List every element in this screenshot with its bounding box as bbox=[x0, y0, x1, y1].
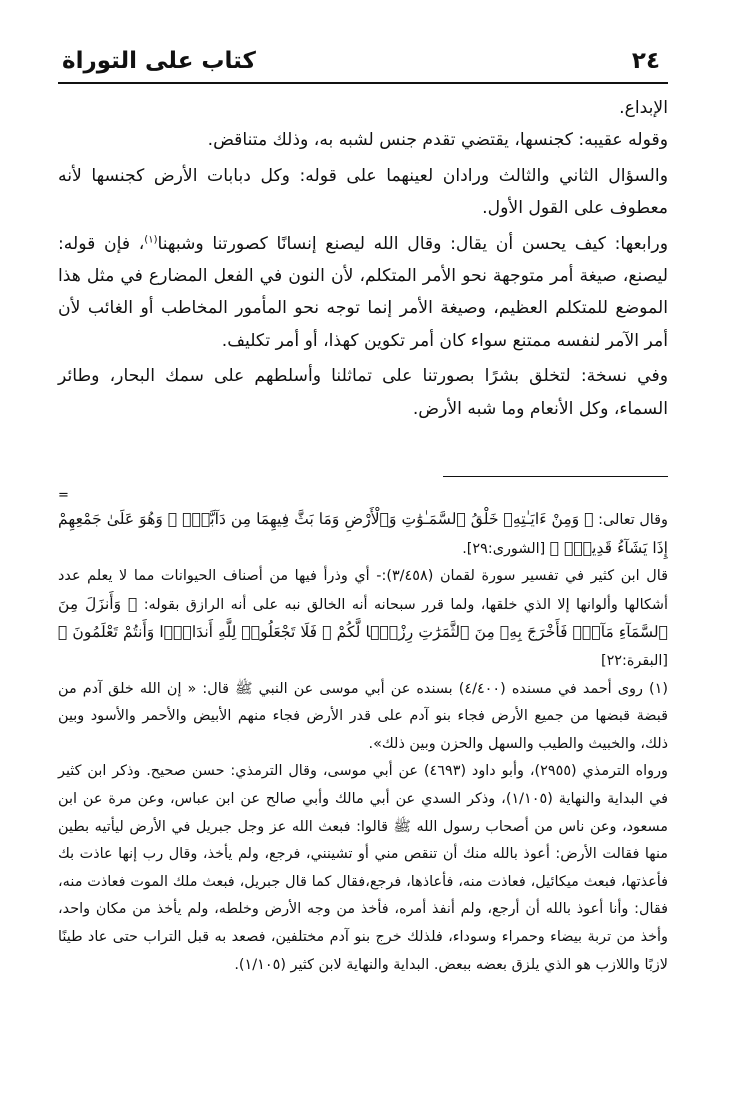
main-text bbox=[58, 92, 668, 425]
main-paragraph-3: والسؤال الثاني والثالث ورادان لعينهما على قوله: وكل دبابات الأرض كجنسها لأنه معطوف على القول الأول. bbox=[58, 165, 668, 219]
main-paragraph-1: الإبداع. bbox=[619, 98, 668, 118]
main-paragraph-2: وقوله عقيبه: كجنسها، يقتضي تقدم جنس لشبه به، وذلك متناقض. bbox=[207, 130, 668, 151]
footnote-ibn-kathir bbox=[58, 563, 668, 675]
footnote-1-continued: ورواه الترمذي (٢٩٥٥)، وأبو داود (٤٦٩٣) عن أبي موسى، وقال الترمذي: حسن صحيح. وذكر ابن كثير في البداية والنهاية (١/١٠٥)، وذكر السدي عن أبي مالك وأبي صالح عن ابن عباس، وعن مرة عن ابن مسعود، وعن ناس من أصحاب رسول الله ﷺ قالوا: فبعث الله عز وجل جبريل في الأرض ليأتيه بطين منها فقالت الأرض: أعوذ بالله منك أن تنقص مني أو تشينني، فرجع، ولم يأخذ، وقال رب إنها عاذت بك فأعذتها، فبعث ميكائيل، فعاذت منه، فأعاذها، فرجع،فقال كما قال جبريل، فبعث ملك الموت فعاذت منه، فقال: وأنا أعوذ بالله أن أرجع، ولم أنفذ أمره، فأخذ من وجه الأرض وخلطه، ولم يأخذ من مكان واحد، وأخذ من تربة بيضاء وحمراء وسوداء، فلذلك خرج بنو آدم مختلفين، فصعد به قبل التراب حتى عاد طينًا لازبًا واللازب هو الذي يلزق بعضه ببعض. البداية والنهاية لابن كثير (١/١٠٥). bbox=[58, 763, 669, 973]
footnote-verse-shura bbox=[58, 506, 668, 563]
footnote-1: (١) روى أحمد في مسنده (٤/٤٠٠) بسنده عن أبي موسى عن النبي ﷺ قال: « إن الله خلق آدم من قبضة قبضها من جميع الأرض فجاء بنو آدم على قدر الأرض فجاء منهم الأبيض والأحمر والأسود وبين ذلك، والخبيث والطيب والسهل والحزن وبين ذلك». bbox=[58, 680, 668, 752]
quran-verse: ﴿ وَمِنْ ءَايَـٰتِهِۦ خَلْقُ ٱلسَّمَـٰوَٰتِ وَٱلْأَرْضِ وَمَا بَثَّ فِيهِمَا مِن دَآبَّةٍۢ ۚ وَهُوَ عَلَىٰ جَمْعِهِمْ إِذَا يَشَآءُ قَدِيرٌۭ ﴾ bbox=[58, 510, 668, 557]
footnote-reference[interactable]: (١) bbox=[144, 233, 158, 245]
main-paragraph-4 bbox=[58, 228, 668, 358]
verse-reference: [البقرة:٢٢] bbox=[600, 652, 668, 669]
header-rule bbox=[58, 82, 668, 84]
verse-reference: [الشورى:٢٩]. bbox=[462, 540, 550, 557]
book-title: كتاب على التوراة bbox=[62, 48, 256, 74]
footnote-continuation-marker: = bbox=[58, 488, 69, 503]
footnote-commentary: قال ابن كثير في تفسير سورة لقمان (٣/٤٥٨):- أي وذرأ فيها من أصناف الحيوانات مما لا يعلم عدد أشكالها وألوانها إلا الذي خلقها، ولما قرر سبحانه أنه الخالق نبه على أنه الرازق بقوله: bbox=[58, 568, 668, 613]
main-paragraph-4-end: ، فإن قوله: ليصنع، صيغة أمر متوجهة نحو الأمر المتكلم، لأن النون في الفعل المضارع في مثل هذا الموضع للمتكلم العظيم، وصيغة الأمر إنما توجه نحو المأمور المخاطب أو الغائب لأن أمر الآمر لنفسه ممتنع سواء كان أمر تكوين كهذا، أو أمر تكليف. bbox=[58, 233, 668, 351]
footnote-separator bbox=[443, 476, 668, 477]
page-number: ٢٤ bbox=[631, 48, 660, 74]
main-paragraph-5: وفي نسخة: لتخلق بشرًا بصورتنا على تماثلنا وأسلطهم على سمك البحار، وطائر السماء، وكل الأنعام وما شبه الأرض. bbox=[58, 366, 668, 419]
book-page bbox=[58, 40, 668, 1080]
footnotes bbox=[58, 506, 668, 979]
main-paragraph-4-start: ورابعها: كيف يحسن أن يقال: وقال الله ليصنع إنسانًا كصورتنا وشبهنا bbox=[157, 233, 668, 254]
quran-verse: ﴿ وَأَنزَلَ مِنَ ٱلسَّمَآءِ مَآءًۭ فَأَخْرَجَ بِهِۦ مِنَ ٱلثَّمَرَٰتِ رِزْقًۭا لَّكُمْ ۖ فَلَا تَجْعَلُوا۟ لِلَّهِ أَندَادًۭا وَأَنتُمْ تَعْلَمُونَ ﴾ bbox=[58, 594, 668, 642]
footnote-intro: وقال تعالى: bbox=[593, 512, 668, 528]
page-header bbox=[58, 40, 668, 80]
